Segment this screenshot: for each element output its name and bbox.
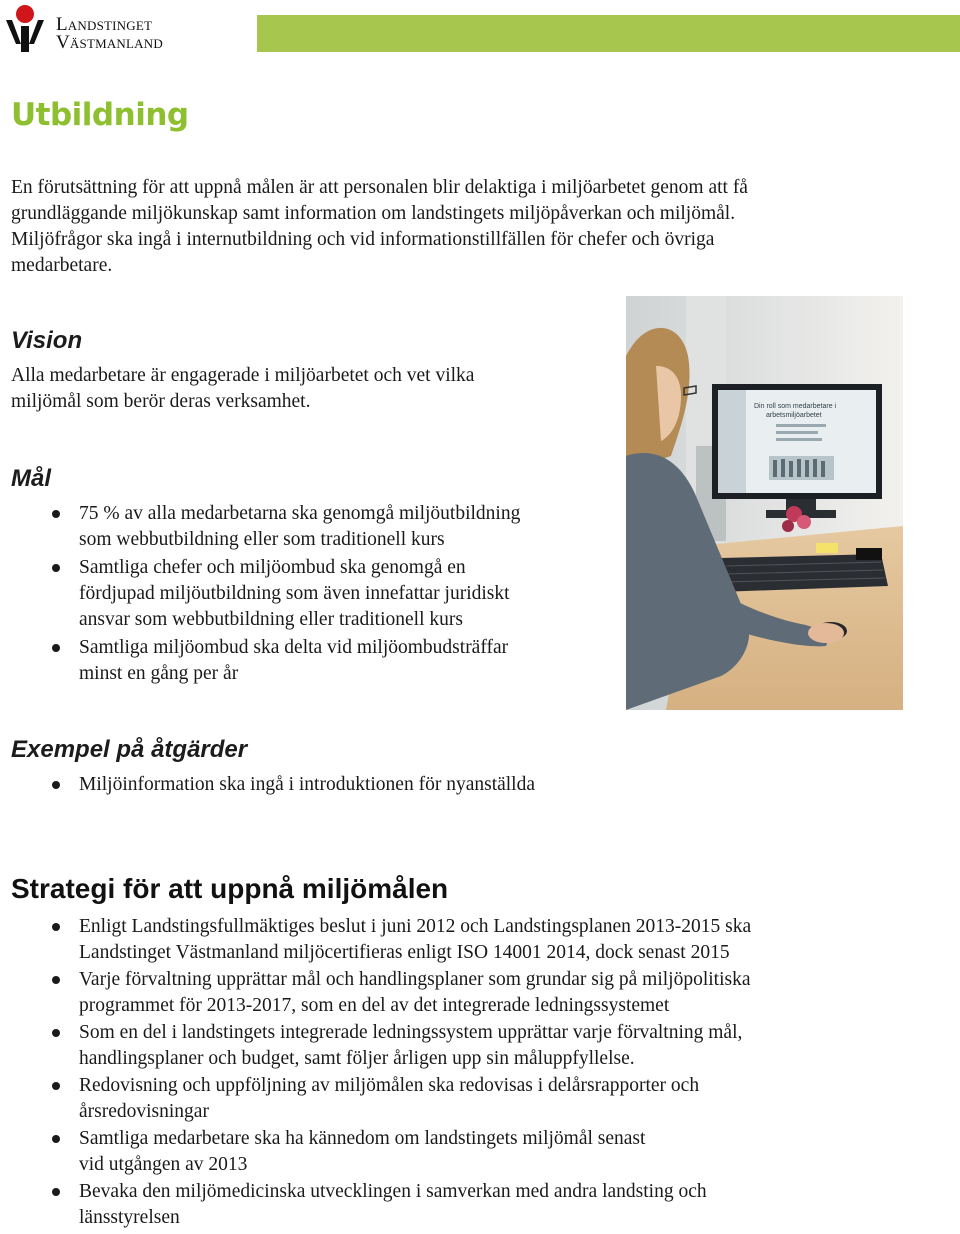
list-item: Redovisning och uppföljning av miljömålen ska redovisas i delårsrapporter och årsredovisningar: [11, 1073, 751, 1125]
logo-figure-icon: [4, 4, 52, 56]
list-item: Bevaka den miljömedicinska utvecklingen i samverkan med andra landsting och länsstyrelsen: [11, 1179, 751, 1231]
photo-illustration: [626, 296, 903, 710]
screen-heading-line-1: Din roll som medarbetare i: [754, 403, 837, 410]
list-item: Miljöinformation ska ingå i introduktionen för nyanställda: [11, 772, 535, 798]
exempel-heading: Exempel på åtgärder: [11, 736, 248, 763]
intro-line: En förutsättning för att uppnå målen är att personalen blir delaktiga i miljöarbetet genom att få: [11, 177, 748, 198]
logo-line-1: Landstinget: [56, 14, 153, 35]
list-item: 75 % av alla medarbetarna ska genomgå miljöutbildning som webbutbildning eller som traditionell kurs: [11, 501, 520, 553]
screen-heading-line-2: arbetsmiljöarbetet: [766, 412, 822, 419]
list-item: Samtliga medarbetare ska ha kännedom om landstingets miljömål senast vid utgången av 2013: [11, 1126, 751, 1178]
strategi-heading: Strategi för att uppnå miljömålen: [11, 873, 449, 904]
list-item: Varje förvaltning upprättar mål och handlingsplaner som grundar sig på miljöpolitiska programmet för 2013-2017, som en del av det integrerade ledningssystemet: [11, 967, 751, 1019]
logo-line-2: Västmanland: [56, 32, 163, 53]
photo-person-at-computer: [626, 296, 903, 710]
exempel-list: [11, 772, 535, 798]
header-bar: [257, 15, 960, 52]
list-item: Samtliga miljöombud ska delta vid miljöombudsträffar minst en gång per år: [11, 635, 520, 687]
strategi-list: [11, 914, 751, 1231]
list-item: Samtliga chefer och miljöombud ska genomgå en fördjupad miljöutbildning som även innefattar juridiskt ansvar som webbutbildning eller traditionell kurs: [11, 555, 520, 633]
logo: [4, 4, 189, 56]
list-item: Som en del i landstingets integrerade ledningssystem upprättar varje förvaltning mål, handlingsplaner och budget, samt följer årligen upp sin måluppfyllelse.: [11, 1020, 751, 1072]
mal-heading: Mål: [11, 465, 52, 492]
logo-wordmark: [56, 16, 163, 52]
intro-line: Miljöfrågor ska ingå i internutbildning och vid informationstillfällen för chefer och övriga: [11, 229, 715, 250]
list-item: Enligt Landstingsfullmäktiges beslut i juni 2012 och Landstingsplanen 2013-2015 ska Landstinget Västmanland miljöcertifieras enligt ISO 14001 2014, dock senast 2015: [11, 914, 751, 966]
intro-line: grundläggande miljökunskap samt information om landstingets miljöpåverkan och miljömål.: [11, 203, 736, 224]
mal-list: [11, 501, 520, 687]
intro-line: medarbetare.: [11, 255, 113, 276]
page-title: Utbildning: [11, 97, 189, 133]
vision-paragraph: [11, 363, 474, 415]
intro-paragraph: [11, 175, 748, 279]
vision-line: Alla medarbetare är engagerade i miljöarbetet och vet vilka: [11, 365, 475, 386]
vision-heading: Vision: [11, 327, 83, 354]
vision-line: miljömål som berör deras verksamhet.: [11, 391, 311, 412]
